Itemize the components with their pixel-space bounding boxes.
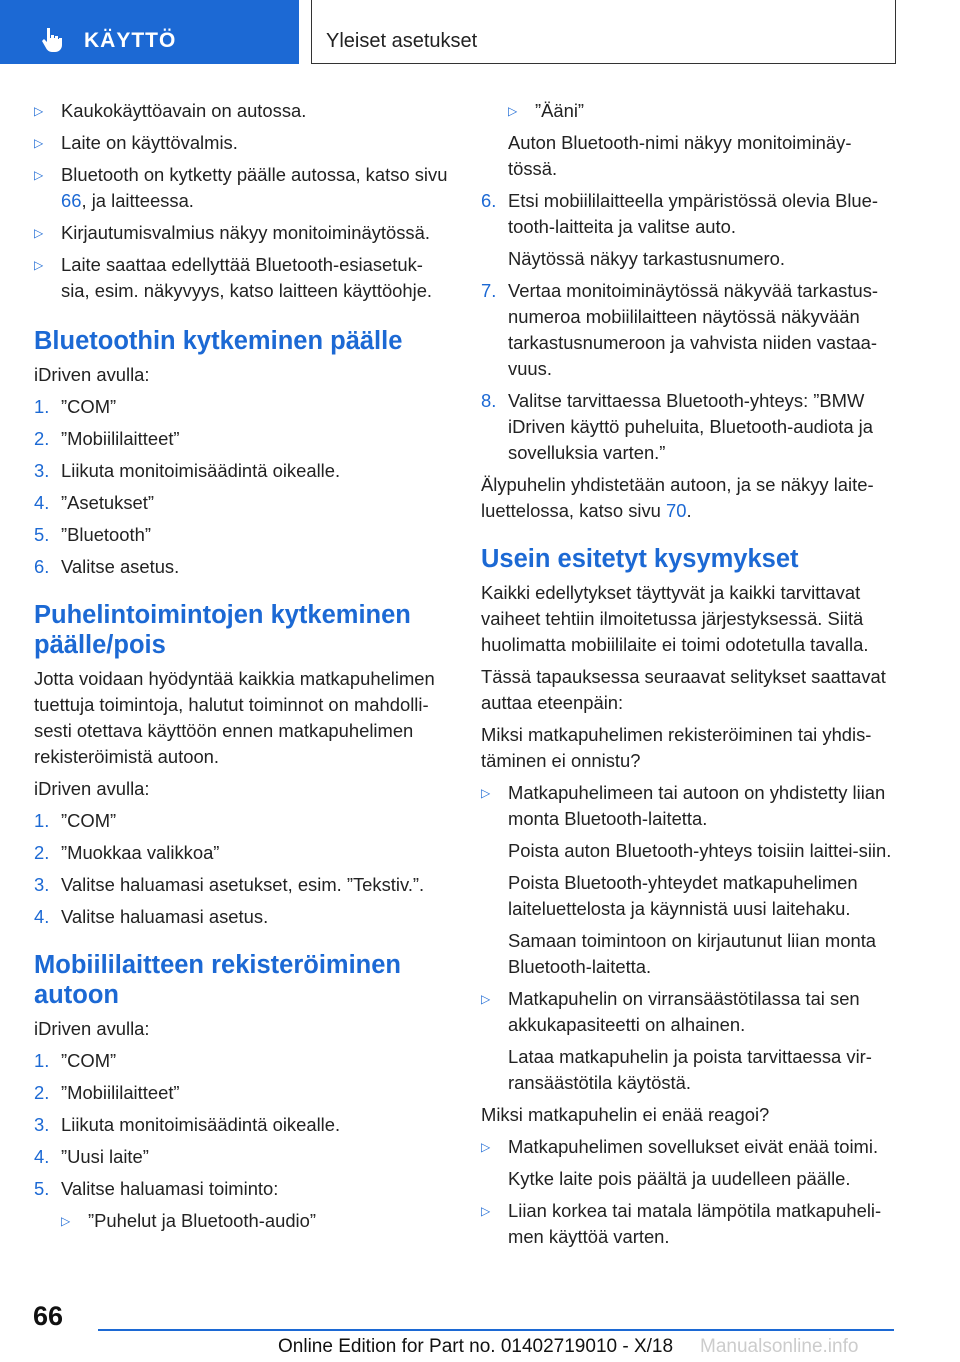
- triangle-bullet-icon: ▷: [34, 104, 44, 118]
- step-item: 3. Valitse haluamasi asetukset, esim. ”Tekstiv.”.: [34, 874, 425, 895]
- step-item: 2. ”Mobiililaitteet”: [34, 428, 180, 449]
- section-heading: Mobiililaitteen rekisteröiminen autoon: [34, 951, 401, 1009]
- hand-pointer-icon: [38, 26, 64, 52]
- continuation-text: Poista Bluetooth-yhteydet matkapuhelimen laiteluettelosta ja käynnistä uusi laitehaku.: [508, 872, 858, 919]
- edition-note: Online Edition for Part no. 01402719010 - X/18: [278, 1336, 674, 1357]
- list-item: ▷ Matkapuhelin on virransäästötilassa tai sen akkukapasiteetti on alhainen.: [481, 988, 860, 1035]
- continuation-text: Auton Bluetooth-nimi näkyy monitoiminäy-tössä.: [508, 132, 852, 179]
- paragraph: Älypuhelin yhdistetään autoon, ja se näkyy laite-luettelossa, katso sivu 70.: [481, 474, 874, 521]
- triangle-bullet-icon: ▷: [508, 104, 518, 118]
- triangle-bullet-icon: ▷: [481, 786, 491, 800]
- step-item: 3. Liikuta monitoimisäädintä oikealle.: [34, 1114, 341, 1135]
- continuation-text: Poista auton Bluetooth-yhteys toisiin laittei-siin.: [508, 840, 892, 861]
- section-heading: Puhelintoimintojen kytkeminen päälle/pois: [34, 601, 411, 659]
- section-heading: Bluetoothin kytkeminen päälle: [34, 327, 403, 355]
- step-item: 1. ”COM”: [34, 396, 117, 417]
- triangle-bullet-icon: ▷: [34, 136, 44, 150]
- continuation-text: Lataa matkapuhelin ja poista tarvittaessa vir-ransäästötila käytöstä.: [508, 1046, 872, 1093]
- continuation-text: Näytössä näkyy tarkastusnumero.: [508, 248, 785, 269]
- section-heading: Usein esitetyt kysymykset: [481, 545, 799, 573]
- step-item: 8. Valitse tarvittaessa Bluetooth-yhteys: ”BMW iDriven käyttö puheluita, Bluetooth-audiota ja sovelluksia varten.”: [481, 390, 873, 463]
- paragraph: Tässä tapauksessa seuraavat selitykset saattavat auttaa eteenpäin:: [481, 666, 886, 713]
- step-item: 6. Etsi mobiililaitteella ympäristössä olevia Blue-tooth-laitteita ja valitse auto.: [481, 190, 879, 237]
- triangle-bullet-icon: ▷: [481, 1204, 491, 1218]
- list-item: ▷ Laite saattaa edellyttää Bluetooth-esiasetuk-sia, esim. näkyvyys, katso laitteen käyttöohje.: [34, 254, 433, 301]
- triangle-bullet-icon: ▷: [34, 226, 44, 240]
- chapter-tab[interactable]: [0, 0, 299, 64]
- question: Miksi matkapuhelimen rekisteröiminen tai yhdis-täminen ei onnistu?: [481, 724, 872, 771]
- chapter-label: KÄYTTÖ: [84, 29, 177, 52]
- left-column: [34, 98, 448, 1240]
- triangle-bullet-icon: ▷: [34, 168, 44, 182]
- list-item: ▷ Matkapuhelimeen tai autoon on yhdistetty liian monta Bluetooth-laitetta.: [481, 782, 886, 829]
- paragraph: iDriven avulla:: [34, 364, 150, 385]
- step-item: 5. ”Bluetooth”: [34, 524, 151, 545]
- continuation-text: Kytke laite pois päältä ja uudelleen päälle.: [508, 1168, 851, 1189]
- list-item: ▷ Bluetooth on kytketty päälle autossa, katso sivu 66, ja laitteessa.: [34, 164, 448, 211]
- step-item: 4. ”Asetukset”: [34, 492, 155, 513]
- step-item: 5. Valitse haluamasi toiminto:: [34, 1178, 279, 1199]
- sub-list-item: ▷ ”Puhelut ja Bluetooth-audio”: [61, 1208, 448, 1234]
- triangle-bullet-icon: ▷: [481, 1140, 491, 1154]
- list-item: ▷ Matkapuhelimen sovellukset eivät enää toimi.: [481, 1134, 895, 1160]
- list-item: ▷ Liian korkea tai matala lämpötila matkapuheli-men käyttöä varten.: [481, 1200, 882, 1247]
- step-item: 2. ”Mobiililaitteet”: [34, 1082, 180, 1103]
- page-link[interactable]: 70: [666, 500, 687, 521]
- list-item: ▷ Kirjautumisvalmius näkyy monitoiminäytössä.: [34, 220, 448, 246]
- paragraph: Kaikki edellytykset täyttyvät ja kaikki tarvittavat vaiheet tehtiin ilmoitetussa järjestyksessä. Siitä huolimatta mobiililaite ei toimi odotetulla tavalla.: [481, 582, 869, 655]
- section-header: [311, 0, 896, 64]
- triangle-bullet-icon: ▷: [61, 1214, 71, 1228]
- paragraph: iDriven avulla:: [34, 1018, 150, 1039]
- triangle-bullet-icon: ▷: [481, 992, 491, 1006]
- page-number: 66: [33, 1301, 64, 1331]
- step-item: 1. ”COM”: [34, 810, 117, 831]
- step-item: 4. ”Uusi laite”: [34, 1146, 149, 1167]
- continuation-text: Samaan toimintoon on kirjautunut liian monta Bluetooth-laitetta.: [508, 930, 877, 977]
- footer-divider: [98, 1329, 894, 1331]
- step-item: 2. ”Muokkaa valikkoa”: [34, 842, 220, 863]
- list-item: ▷ Laite on käyttövalmis.: [34, 130, 448, 156]
- watermark: Manualsonline.info: [700, 1336, 859, 1357]
- step-item: 3. Liikuta monitoimisäädintä oikealle.: [34, 460, 341, 481]
- triangle-bullet-icon: ▷: [34, 258, 44, 272]
- sub-list-item: ▷ ”Ääni”: [508, 98, 895, 124]
- list-item: ▷ Kaukokäyttöavain on autossa.: [34, 98, 448, 124]
- step-item: 4. Valitse haluamasi asetus.: [34, 906, 269, 927]
- page-link[interactable]: 66: [61, 190, 82, 211]
- question: Miksi matkapuhelin ei enää reagoi?: [481, 1104, 770, 1125]
- right-column: [481, 98, 895, 1256]
- paragraph: Jotta voidaan hyödyntää kaikkia matkapuhelimen tuettuja toimintoja, halutut toiminnot on mahdolli-sesti otettava käyttöön ennen matkapuhelimen rekisteröimistä autoon.: [34, 668, 435, 767]
- paragraph: iDriven avulla:: [34, 778, 150, 799]
- step-item: 1. ”COM”: [34, 1050, 117, 1071]
- step-item: 7. Vertaa monitoiminäytössä näkyvää tarkastus-numeroa mobiililaitteen näytössä näkyvään tarkastusnumeroon ja vahvista niiden vastaa-vuus.: [481, 280, 879, 379]
- section-title: Yleiset asetukset: [326, 30, 478, 52]
- step-item: 6. Valitse asetus.: [34, 556, 180, 577]
